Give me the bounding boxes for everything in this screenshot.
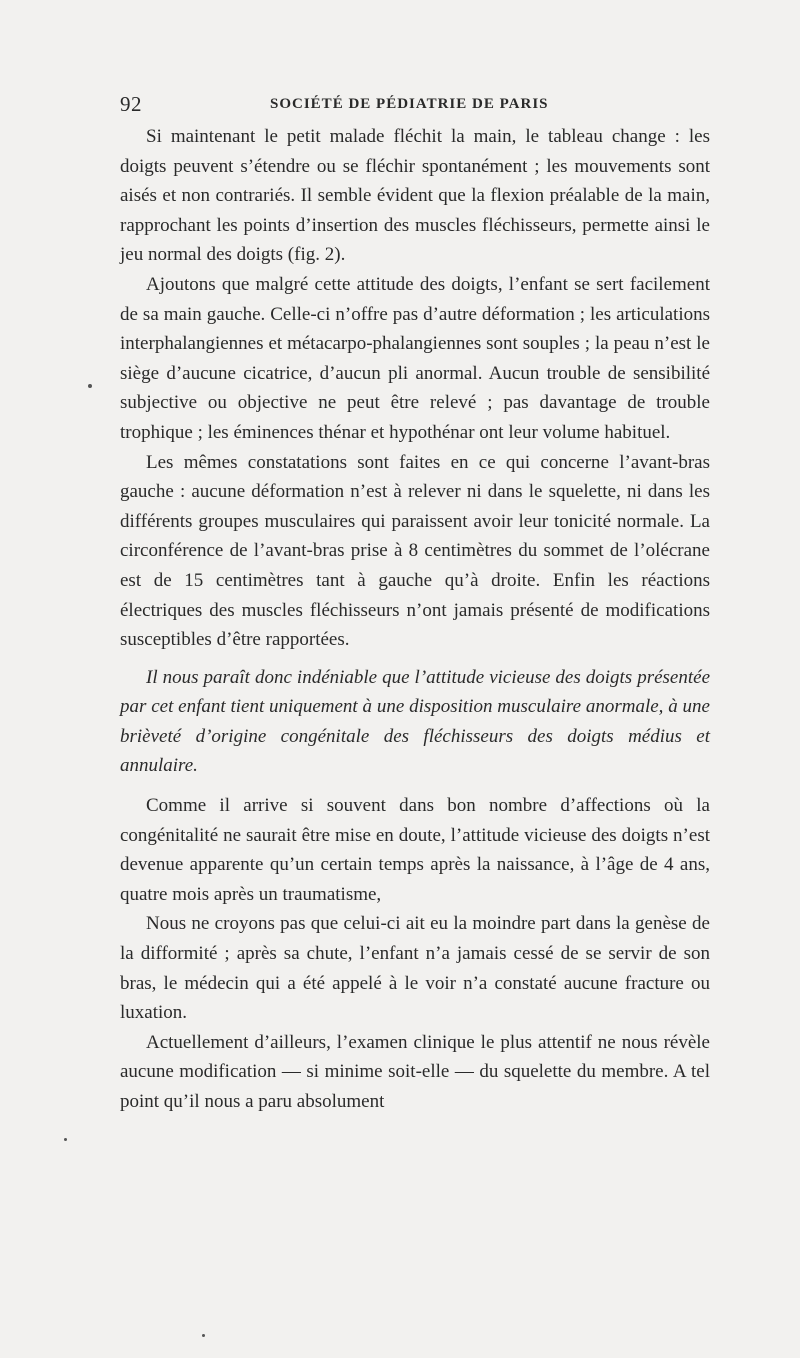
paragraph: Actuellement d’ailleurs, l’examen clinique le plus attentif ne nous révèle aucune modification — si minime soit-elle — du squelette du membre. A tel point qu’il nous a paru absolument — [120, 1031, 710, 1112]
print-speck-mark — [202, 1334, 205, 1337]
paragraph: Comme il arrive si souvent dans bon nombre d’affections où la congénitalité ne saurait être mise en doute, l’attitude vicieuse des doigts n’est devenue apparente qu’un certain temps après la naissance, à l’âge de 4 ans, quatre mois après un traumatisme, — [120, 795, 710, 905]
page-number: 92 — [120, 92, 142, 116]
paragraph: Ajoutons que malgré cette attitude des doigts, l’enfant se sert facilement de sa main gauche. Celle-ci n’offre pas d’autre déformation ; les articulations interphalangiennes et métacarpo-phalangiennes sont souples ; la peau n’est le siège d’aucune cicatrice, d’aucun pli anormal. Aucun trouble de sensibilité subjective ou objective ne peut être relevé ; pas davantage de trouble trophique ; les éminences thénar et hypothénar ont leur volume habituel. — [120, 273, 710, 443]
print-speck-mark — [88, 384, 92, 388]
paragraph: Les mêmes constatations sont faites en ce qui concerne l’avant-bras gauche : aucune déformation n’est à relever ni dans le squelette, ni dans les différents groupes musculaires qui paraissent avoir leur tonicité normale. La circonférence de l’avant-bras prise à 8 centimètres du sommet de l’olécrane est de 15 centimètres tant à gauche qu’à droite. Enfin les réactions électriques des muscles fléchisseurs n’ont jamais présenté de modifications susceptibles d’être rapportées. — [120, 451, 710, 651]
body-text — [120, 122, 710, 1117]
italic-conclusion-paragraph: Il nous paraît donc indéniable que l’attitude vicieuse des doigts présentée par cet enfant tient uniquement à une disposition musculaire anormale, à une brièveté d’origine congénitale des fléchisseurs des doigts médius et annulaire. — [120, 666, 710, 777]
running-title: SOCIÉTÉ DE PÉDIATRIE DE PARIS — [270, 96, 549, 112]
page-header — [120, 92, 710, 118]
paragraph: Si maintenant le petit malade fléchit la main, le tableau change : les doigts peuvent s’étendre ou se fléchir spontanément ; les mouvements sont aisés et non contrariés. Il semble évident que la flexion préalable de la main, rapprochant les points d’insertion des muscles fléchisseurs, permette ainsi le jeu normal des doigts (fig. 2). — [120, 126, 710, 266]
paragraph: Nous ne croyons pas que celui-ci ait eu la moindre part dans la genèse de la difformité ; après sa chute, l’enfant n’a jamais cessé de se servir de son bras, le médecin qui a été appelé à le voir n’a constaté aucune fracture ou luxation. — [120, 913, 710, 1024]
print-speck-mark — [64, 1138, 67, 1141]
